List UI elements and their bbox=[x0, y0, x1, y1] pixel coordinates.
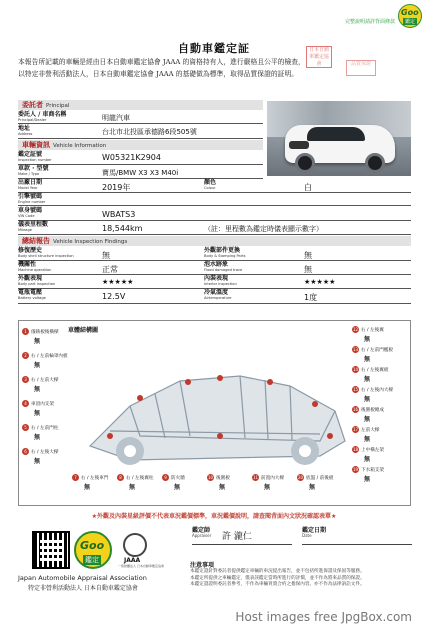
page-title: 自動車鑑定証 bbox=[178, 42, 250, 55]
car-frame-diagram bbox=[70, 336, 360, 474]
appraiser-label-zh: 鑑定師 bbox=[192, 527, 211, 534]
diagram-part-number: 2 bbox=[22, 352, 29, 359]
diagram-part bbox=[297, 474, 359, 492]
association-name-zh: 特定非營利活動法人 日本自動車鑑定協會 bbox=[28, 585, 138, 592]
diagram-part-name: 底盤 / 前後板 bbox=[306, 475, 334, 481]
diagram-part-number: 19 bbox=[352, 467, 359, 472]
goo-badge-bottom: 鑑定 bbox=[405, 19, 416, 25]
notes-title: 注意事項 bbox=[190, 562, 215, 569]
principal-section-header bbox=[18, 100, 263, 110]
inspection-number-label-en: Inspection number bbox=[18, 158, 52, 162]
jaaa-logo-subtext: 一般財團法人 日本自動車鑑定協會 bbox=[118, 564, 164, 568]
diagram-part-number: 14 bbox=[352, 367, 359, 372]
diagram-part-number: 10 bbox=[207, 475, 214, 480]
diagram-part-number: 11 bbox=[252, 475, 259, 480]
exterior-rating: ★★★★★ bbox=[102, 278, 134, 286]
diagram-part bbox=[22, 400, 84, 418]
machine-value: 正常 bbox=[102, 265, 118, 274]
diagram-part-name: 車頂內支架 bbox=[31, 401, 54, 407]
diagram-part-value: 無 bbox=[364, 436, 371, 443]
diagram-part-value: 無 bbox=[364, 476, 371, 483]
dealer-label bbox=[18, 111, 66, 122]
goo-logo-bottom: 鑑定 bbox=[85, 556, 99, 564]
mileage-label bbox=[18, 221, 48, 232]
dealer-label-zh: 委託人 / 車商名稱 bbox=[18, 111, 67, 118]
header-badge-group bbox=[345, 4, 422, 28]
diagram-part-label bbox=[22, 328, 84, 335]
diagram-part-number: 13 bbox=[352, 347, 359, 352]
dealer-label-en: Principal/Dealer bbox=[18, 118, 47, 122]
inspection-number-label-zh: 鑑定証號 bbox=[18, 151, 43, 158]
diagram-part-label bbox=[352, 366, 414, 373]
diagram-part-name: 右 / 左後內大樑 bbox=[361, 387, 394, 393]
vin-row bbox=[18, 207, 411, 221]
colour-label-zh: 顏色 bbox=[204, 179, 217, 186]
seal2-text: 品質保證 bbox=[350, 61, 371, 67]
note-line-3: 本鑑定證證明委託者參考，不作為車輛買賣合約之擔保內容，亦不作為法律訴訟文件。 bbox=[190, 582, 365, 587]
dealer-value: 明龍汽車 bbox=[102, 114, 130, 122]
diagram-part-name: 右 / 左後大樑 bbox=[31, 449, 59, 455]
mileage-label-zh: 儀表里程數 bbox=[18, 221, 49, 228]
diagram-part-value: 無 bbox=[364, 376, 371, 383]
diagram-part-name: 下水箱支架 bbox=[361, 467, 384, 473]
diagram-part-name: 後圍板 bbox=[216, 475, 230, 481]
diagram-part-label bbox=[22, 376, 84, 383]
diagram-part-value: 無 bbox=[309, 484, 316, 491]
date-label-zh: 鑑定日期 bbox=[302, 527, 327, 534]
diagram-part-value: 無 bbox=[219, 484, 226, 491]
diagram-part-value: 無 bbox=[174, 484, 181, 491]
diagram-part-name: 儀錶板後橫樑 bbox=[31, 329, 59, 335]
diagram-part-value: 無 bbox=[34, 362, 41, 369]
diagram-part-number: 5 bbox=[22, 424, 29, 431]
exterior-label bbox=[18, 275, 55, 286]
mileage-value: 18,544km bbox=[102, 224, 143, 233]
diagram-part-value: 無 bbox=[264, 484, 271, 491]
diagram-part-number: 17 bbox=[352, 427, 359, 432]
coolant-label-zh: 冷氣溫度 bbox=[204, 289, 229, 296]
flood-label-zh: 泡水跡象 bbox=[204, 261, 229, 268]
diagram-part-name: 上中橫左架 bbox=[361, 447, 384, 453]
inspection-number-value: W05321K2904 bbox=[102, 153, 161, 162]
accident-label bbox=[18, 247, 74, 258]
address-label-zh: 地址 bbox=[18, 125, 31, 132]
address-row bbox=[18, 125, 263, 139]
battery-value: 12.5V bbox=[102, 292, 126, 301]
mileage-note: （註：里程數為鑑定時儀表顯示數字） bbox=[204, 225, 323, 233]
jaaa-logo-icon bbox=[118, 533, 164, 568]
appraiser-label-en: Appraiser bbox=[192, 533, 212, 538]
diagram-part bbox=[352, 446, 414, 464]
make-value: 寶馬/BMW X3 X3 M40i bbox=[102, 169, 179, 177]
year-label-zh: 出廠日期 bbox=[18, 179, 43, 186]
coolant-label bbox=[204, 289, 232, 300]
diagram-part bbox=[352, 466, 414, 484]
diagram-part bbox=[352, 406, 414, 424]
findings-section-en: Vehicle Inspection Findings bbox=[53, 239, 128, 245]
engine-label-zh: 引擎號碼 bbox=[18, 193, 43, 200]
parts-label-zh: 外觀部件更換 bbox=[204, 247, 241, 254]
diagram-part-number: 12 bbox=[352, 327, 359, 332]
year-colour-row bbox=[18, 179, 411, 193]
year-label-en: Model Year bbox=[18, 186, 38, 190]
note-line-2: 本鑑定所提供之車輛鑑定，僅表該鑑定當時所進行的評價，並不作為將來品質的保證。 bbox=[190, 575, 365, 581]
flood-label bbox=[204, 261, 242, 272]
diagram-part-name: 右 / 左前門柱 bbox=[31, 425, 59, 431]
goo-badge-icon bbox=[398, 4, 422, 28]
inspection-number-row bbox=[18, 151, 263, 165]
top-note: 完整說明請詳背面條款 bbox=[344, 19, 395, 25]
photo-car-window bbox=[307, 127, 365, 141]
association-name-en: Japan Automobile Appraisal Association bbox=[18, 574, 147, 582]
colour-label bbox=[204, 179, 216, 190]
exterior-interior-row bbox=[18, 275, 411, 289]
interior-label bbox=[204, 275, 237, 286]
intro-paragraph bbox=[18, 56, 413, 80]
photo-car-rear-wheel bbox=[365, 153, 385, 173]
diagram-part-number: 8 bbox=[117, 474, 124, 481]
diagram-part-name: 右 / 左前輪罩內板 bbox=[31, 353, 68, 359]
diagram-part bbox=[352, 426, 414, 444]
interior-rating: ★★★★★ bbox=[304, 278, 336, 286]
diagram-part-label bbox=[22, 424, 84, 431]
diagram-part-label bbox=[352, 406, 414, 413]
goo-badge-top: Goo bbox=[401, 8, 419, 17]
address-value: 台北市北投區承德路6段505號 bbox=[102, 128, 197, 136]
year-label bbox=[18, 179, 42, 190]
diagram-part-number: 18 bbox=[352, 447, 359, 452]
battery-label-zh: 電瓶電壓 bbox=[18, 289, 43, 296]
coolant-label-en: Airtemperature bbox=[204, 296, 232, 300]
diagram-part bbox=[22, 424, 84, 442]
diagram-part-name: 前置內大樑 bbox=[261, 475, 284, 481]
diagram-part-value: 無 bbox=[34, 386, 41, 393]
diagram-part bbox=[352, 326, 414, 344]
diagram-part bbox=[22, 376, 84, 394]
photo-car-front-wheel bbox=[295, 153, 315, 173]
accident-label-zh: 修復歷史 bbox=[18, 247, 43, 254]
appraisal-date bbox=[302, 523, 412, 545]
machine-label-en: Machine operation bbox=[18, 268, 52, 272]
year-value: 2019年 bbox=[102, 183, 131, 192]
goo-logo-icon bbox=[74, 531, 112, 569]
accident-value: 無 bbox=[102, 251, 110, 260]
coolant-value: 1度 bbox=[304, 293, 318, 302]
diagram-part-number: 6 bbox=[22, 448, 29, 455]
parts-label-en: Body & Stamping Parts bbox=[204, 254, 246, 258]
machine-label bbox=[18, 261, 51, 272]
repair-parts-row bbox=[18, 247, 411, 261]
vin-value: WBATS3 bbox=[102, 210, 136, 219]
vehicle-photo bbox=[267, 101, 411, 176]
address-label-en: Address bbox=[18, 132, 33, 136]
diagram-part-number: 16 bbox=[352, 407, 359, 412]
diagram-part-number: 15 bbox=[352, 387, 359, 392]
diagram-part bbox=[352, 346, 414, 364]
intro-line-1: 本報告所記載的車輛是經由日本自動車鑑定協會 JAAA 的資格持有人，進行嚴格且公平的檢查， bbox=[18, 58, 305, 66]
rating-disclaimer: ★外觀及內裝星級評價不代表車況鑑價標準，車況鑑價說明，請查閱背面內文狀況確認表單★ bbox=[91, 513, 337, 520]
host-watermark bbox=[0, 606, 428, 630]
diagram-part bbox=[22, 448, 84, 466]
machine-label-zh: 機關性 bbox=[18, 261, 37, 268]
diagram-part-number: 7 bbox=[72, 474, 79, 481]
diagram-part-label bbox=[352, 346, 414, 353]
engine-row bbox=[18, 193, 411, 206]
principal-section-zh: 委託者 bbox=[22, 101, 43, 109]
photo-car-grille bbox=[289, 141, 309, 149]
diagram-part bbox=[352, 366, 414, 384]
appraiser-signature bbox=[192, 523, 292, 545]
diagram-part-number: 4 bbox=[22, 400, 29, 407]
colour-value: 白 bbox=[304, 183, 312, 192]
diagram-part-value: 無 bbox=[364, 396, 371, 403]
vin-label-en: VIN Code bbox=[18, 214, 35, 218]
battery-label bbox=[18, 289, 46, 300]
accident-label-en: Body shell structure inspection bbox=[18, 254, 74, 258]
findings-section-header bbox=[18, 236, 411, 246]
diagram-part-value: 無 bbox=[34, 434, 41, 441]
diagram-part-label bbox=[352, 386, 414, 393]
diagram-part-name: 右 / 左前大樑 bbox=[31, 377, 59, 383]
diagram-part-value: 無 bbox=[364, 416, 371, 423]
diagram-part-value: 無 bbox=[84, 484, 91, 491]
principal-section-en: Principal bbox=[46, 103, 70, 109]
jaaa-logo-circle bbox=[123, 533, 147, 557]
diagram-part-label bbox=[352, 446, 414, 453]
diagram-part-number: 1 bbox=[22, 328, 29, 335]
diagram-part-name: 右 / 左後翼 bbox=[361, 327, 384, 333]
findings-section-zh: 總結報告 bbox=[22, 237, 50, 245]
appraiser-name: 許 瀧仁 bbox=[222, 532, 252, 542]
address-label bbox=[18, 125, 32, 136]
diagram-part-name: 左前大樑 bbox=[361, 427, 380, 433]
parts-value: 無 bbox=[304, 251, 312, 260]
engine-label bbox=[18, 193, 46, 204]
diagram-part-label bbox=[352, 466, 414, 473]
seal-text: 日本自動車鑑定協會 bbox=[308, 47, 329, 67]
dealer-row bbox=[18, 111, 263, 124]
notes-text bbox=[190, 569, 412, 589]
mileage-row bbox=[18, 221, 411, 235]
qr-code-icon bbox=[32, 531, 70, 569]
diagram-part bbox=[22, 328, 84, 346]
diagram-part-value: 無 bbox=[129, 484, 136, 491]
vin-label-zh: 車身號碼 bbox=[18, 207, 43, 214]
diagram-part-label bbox=[22, 448, 84, 455]
diagram-part-value: 無 bbox=[34, 458, 41, 465]
diagram-part-name: 右 / 左後車門 bbox=[81, 475, 109, 481]
watermark-text: Host images free JpgBox.com bbox=[235, 610, 412, 624]
colour-label-en: Colour bbox=[204, 186, 216, 190]
diagram-part-value: 無 bbox=[364, 336, 371, 343]
goo-logo-top: Goo bbox=[80, 539, 105, 552]
vehicle-section-header bbox=[18, 140, 263, 150]
diagram-part-number: 9 bbox=[162, 474, 169, 481]
diagram-part-name: 右 / 左前門檻板 bbox=[361, 347, 394, 353]
diagram-part bbox=[352, 386, 414, 404]
note-line-1: 本鑑定證針對委託者提供鑑定車輛的車況提出報告，並不包括所進保證及保固等服務。 bbox=[190, 569, 365, 574]
interior-label-en: Interior inspection bbox=[204, 282, 237, 286]
diagram-part-label bbox=[297, 474, 359, 481]
exterior-label-en: Body part inspection bbox=[18, 282, 56, 286]
interior-label-zh: 內裝表現 bbox=[204, 275, 229, 282]
diagram-part-label bbox=[22, 400, 84, 407]
diagram-part-value: 無 bbox=[364, 356, 371, 363]
diagram-part-value: 無 bbox=[34, 338, 41, 345]
inspection-number-label bbox=[18, 151, 52, 162]
make-label bbox=[18, 165, 48, 176]
vehicle-section-zh: 車輛資訊 bbox=[22, 141, 50, 149]
diagram-part-number: 20 bbox=[297, 475, 304, 480]
diagram-part-label bbox=[22, 352, 84, 359]
flood-value: 無 bbox=[304, 265, 312, 274]
vehicle-section-en: Vehicle Information bbox=[53, 143, 107, 149]
jaaa-logo-text: JAAA bbox=[124, 557, 141, 564]
make-label-zh: 車款 · 型號 bbox=[18, 165, 49, 172]
flood-label-en: Flood damaged trace bbox=[204, 268, 243, 272]
diagram-part-label bbox=[352, 426, 414, 433]
diagram-part bbox=[22, 352, 84, 370]
diagram-title: 車體結構圖 bbox=[68, 327, 99, 334]
diagram-part-name: 右 / 左後翼板 bbox=[361, 367, 389, 373]
diagram-part-label bbox=[352, 326, 414, 333]
exterior-label-zh: 外觀表現 bbox=[18, 275, 43, 282]
engine-flood-row bbox=[18, 261, 411, 275]
battery-coolant-row bbox=[18, 289, 411, 304]
engine-label-en: Engine number bbox=[18, 200, 46, 204]
make-row bbox=[18, 165, 263, 179]
mileage-label-en: Mileage bbox=[18, 228, 33, 232]
vin-label bbox=[18, 207, 42, 218]
battery-label-en: Battery voltage bbox=[18, 296, 46, 300]
diagram-part-value: 無 bbox=[364, 456, 371, 463]
diagram-part-number: 3 bbox=[22, 376, 29, 383]
parts-label bbox=[204, 247, 246, 258]
intro-line-2: 以特定非營利活動法人，日本自動車鑑定協會 JAAA 的基礎做為標準，取得品質保證的証明。 bbox=[18, 70, 299, 78]
diagram-part-name: 後圍板總成 bbox=[361, 407, 384, 413]
diagram-part-name: 右 / 左後翼柱 bbox=[126, 475, 154, 481]
diagram-part-value: 無 bbox=[34, 410, 41, 417]
diagram-part-name: 防火牆 bbox=[171, 475, 185, 481]
make-label-en: Make / Type bbox=[18, 172, 40, 176]
date-label-en: Date bbox=[302, 533, 312, 538]
